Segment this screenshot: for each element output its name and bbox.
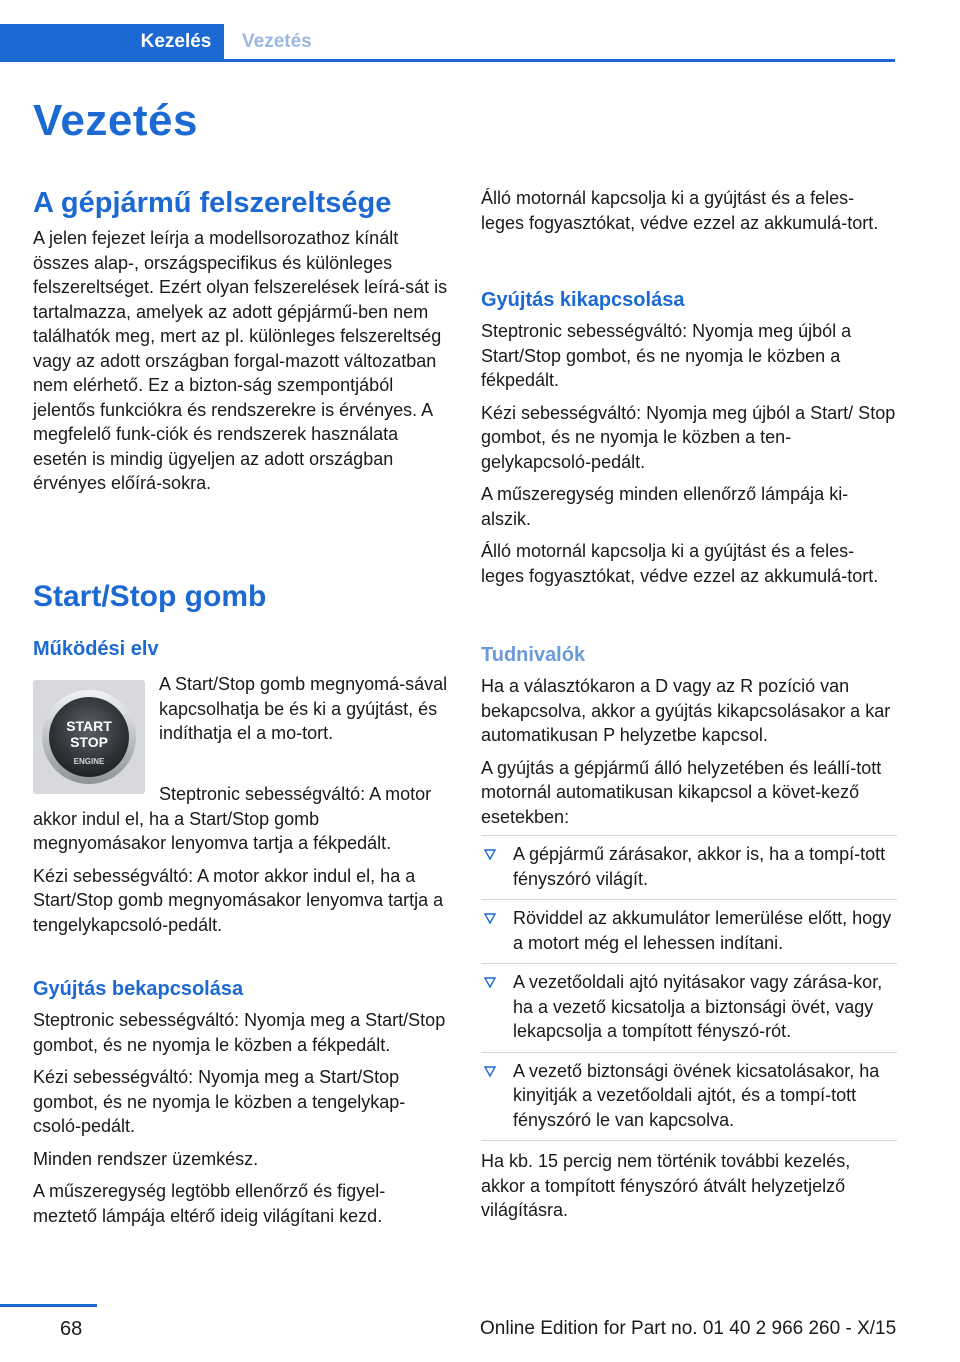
notes-p1: Ha a választókaron a D vagy az R pozíció van bekapcsolva, akkor a gyújtás kikapcsolásakor a kar automatikusan P helyzetbe kapcsol. — [481, 676, 891, 745]
section-equipment — [33, 186, 449, 496]
page-number: 68 — [60, 1318, 83, 1340]
list-item — [481, 1053, 897, 1142]
section-ignition-off — [481, 287, 897, 588]
svg-text:ENGINE: ENGINE — [73, 757, 105, 766]
edition-label: Online Edition for Part no. 01 40 2 966 260 - X/15 — [480, 1318, 897, 1339]
footer-accent-line — [0, 1304, 97, 1307]
ignition-on-p1: Steptronic sebességváltó: Nyomja meg a Start/Stop gombot, és ne nyomja le közben a fékpedált. — [33, 1010, 446, 1055]
section-ignition-on — [33, 976, 449, 1228]
svg-text:STOP: STOP — [70, 734, 108, 750]
equipment-heading: A gépjármű felszereltsége — [33, 187, 392, 219]
notes-p3: Ha kb. 15 percig nem történik további kezelés, akkor a tompított fényszóró átvált helyzetjelző világításra. — [481, 1151, 851, 1220]
triangle-bullet-icon — [484, 977, 496, 989]
principle-text-1: A Start/Stop gomb megnyomá‐sával kapcsolhatja be és ki a gyújtást, és indíthatja el a mo‐tort. — [159, 674, 448, 743]
section-principle — [33, 636, 449, 662]
right-intro — [481, 186, 897, 235]
notes-list — [481, 835, 897, 1141]
right-intro-text: Álló motornál kapcsolja ki a gyújtást és a feles‐leges fogyasztókat, védve ezzel az akkumulá‐tort. — [481, 188, 879, 233]
start-stop-engine-icon — [33, 680, 145, 794]
ignition-off-heading: Gyújtás kikapcsolása — [481, 289, 685, 311]
principle-text-2: Steptronic sebességváltó: A motor akkor indul el, ha a Start/Stop gomb megnyomásakor lenyomva tartja a fékpedált. — [33, 784, 432, 853]
principle-text-2-wrap — [33, 782, 449, 937]
section-notes — [481, 642, 897, 1223]
ignition-on-p3: Minden rendszer üzemkész. — [33, 1148, 259, 1169]
notes-p2: A gyújtás a gépjármű álló helyzetében és leállí‐tott motornál automatikusan kikapcsol a követ‐kező esetekben: — [481, 757, 882, 827]
list-item — [481, 964, 897, 1053]
list-item-text: A gépjármű zárásakor, akkor is, ha a tompí‐tott fényszóró világít. — [513, 844, 886, 889]
list-item-text: A vezetőoldali ajtó nyitásakor vagy zárása‐kor, ha a vezető kicsatolja a biztonsági övét, vagy lekapcsolja a tompított fényszó‐rót. — [513, 972, 883, 1041]
equipment-text: A jelen fejezet leírja a modellsorozathoz kínált összes alap-, országspecifikus és különleges felszereltséget. Ezért olyan felszerelések leírá‐sát is tartalmazza, amelyek az adott gépjármű‐ben nem találhatók meg, mert az pl. különleges felszereltség vagy az adott országban forgal‐mazott változatban nem elérhető. Ez a bizton‐ság szempontjából jelentős funkciókra és rendszerekre is érvényes. A megfelelő funk‐ciók és rendszerek használata esetén is mindig ügyeljen az adott országban érvényes előírá‐sokra. — [33, 228, 448, 493]
triangle-bullet-icon — [484, 913, 496, 925]
list-item — [481, 900, 897, 964]
principle-heading: Működési elv — [33, 638, 159, 660]
triangle-bullet-icon — [484, 1066, 496, 1078]
list-item-text: Röviddel az akkumulátor lemerülése előtt, hogy a motort még el lehessen indítani. — [513, 908, 892, 953]
start-stop-button-image — [33, 680, 145, 794]
header-tab-lead — [0, 24, 128, 59]
ignition-off-p1: Steptronic sebességváltó: Nyomja meg újból a Start/Stop gombot, és ne nyomja le közben a fékpedált. — [481, 321, 852, 390]
section-startstop — [33, 580, 449, 614]
triangle-bullet-icon — [484, 849, 496, 861]
tab-vezetes[interactable]: Vezetés — [242, 31, 312, 52]
page-title: Vezetés — [33, 96, 198, 145]
list-item-text: A vezető biztonsági övének kicsatolásakor, ha kinyitják a vezetőoldali ajtót, és a tompí‐tott fényszóró le van kapcsolva. — [513, 1060, 880, 1130]
ignition-on-p4: A műszeregység legtöbb ellenőrző és figyel‐meztető lámpája eltérő ideig világítani kezd. — [33, 1181, 386, 1226]
principle-text-wrap — [159, 672, 449, 746]
ignition-on-heading: Gyújtás bekapcsolása — [33, 978, 244, 1000]
principle-text-3: Kézi sebességváltó: A motor akkor indul el, ha a Start/Stop gomb megnyomásakor lenyomva tartja a tengelykapcsoló-pedált. — [33, 865, 444, 935]
svg-text:START: START — [66, 718, 112, 734]
startstop-heading: Start/Stop gomb — [33, 580, 267, 613]
ignition-off-p3: A műszeregység minden ellenőrző lámpája ki‐alszik. — [481, 484, 849, 529]
ignition-on-p2: Kézi sebességváltó: Nyomja meg a Start/Stop gombot, és ne nyomja le közben a tengelykap‐csoló-pedált. — [33, 1067, 406, 1136]
list-item — [481, 835, 897, 900]
ignition-off-p2: Kézi sebességváltó: Nyomja meg újból a Start/ Stop gombot, és ne nyomja le közben a ten‐gelykapcsoló-pedált. — [481, 402, 896, 472]
ignition-off-p4: Álló motornál kapcsolja ki a gyújtást és a feles‐leges fogyasztókat, védve ezzel az akkumulá‐tort. — [481, 541, 879, 586]
header-tabbar — [0, 24, 895, 62]
notes-heading: Tudnivalók — [481, 644, 586, 666]
tab-kezeles[interactable]: Kezelés — [128, 24, 224, 59]
